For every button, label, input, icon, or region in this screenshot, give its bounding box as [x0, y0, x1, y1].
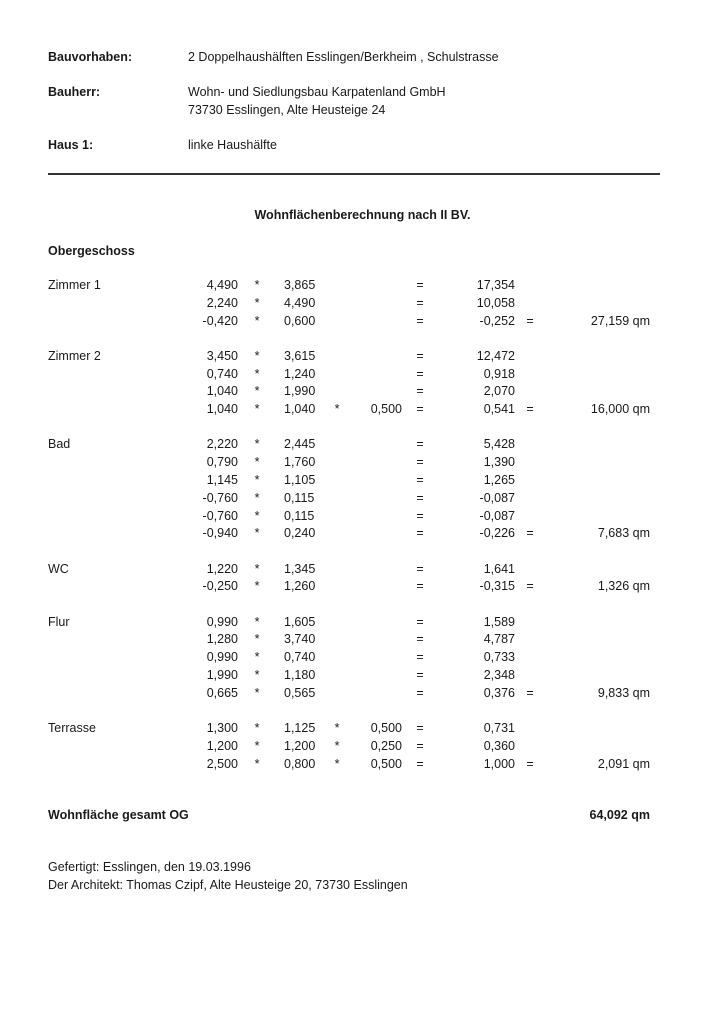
table-row [0, 296, 725, 314]
equals-sign: = [416, 685, 424, 700]
factor-c: 0,500 [370, 756, 402, 771]
row-result: -0,087 [479, 508, 515, 523]
row-result: 1,589 [483, 614, 515, 629]
row-result: -0,315 [479, 579, 515, 594]
summary-row [0, 808, 725, 826]
equals-sign: = [416, 348, 424, 363]
factor-a: 0,665 [206, 685, 238, 700]
section-heading: Obergeschoss [48, 244, 135, 258]
footer-date: Gefertigt: Esslingen, den 19.03.1996 [48, 860, 251, 874]
row-result: 2,348 [483, 668, 515, 682]
factor-a: 2,220 [206, 437, 238, 452]
equals-sign: = [416, 579, 424, 594]
multiply-sign: * [254, 614, 260, 629]
multiply-sign: * [254, 526, 260, 541]
multiply-sign: * [334, 721, 340, 735]
table-row [0, 615, 725, 633]
bauherr-label: Bauherr: [48, 85, 101, 99]
room-total: 1,326 qm [597, 579, 650, 594]
factor-a: 1,040 [206, 384, 238, 399]
factor-b: 0,115 [284, 490, 315, 505]
multiply-sign: * [254, 384, 260, 399]
header-divider [48, 173, 660, 175]
room-total: 16,000 qm [590, 402, 650, 417]
factor-b: 0,740 [284, 650, 316, 665]
factor-b: 4,490 [284, 295, 316, 310]
equals-sign: = [416, 526, 424, 541]
factor-b: 1,760 [284, 455, 316, 470]
bauvorhaben-label: Bauvorhaben: [48, 50, 133, 64]
multiply-sign: * [254, 348, 260, 363]
room-name: Bad [48, 437, 71, 452]
equals-sign: = [526, 685, 534, 700]
row-result: 0,541 [483, 402, 515, 417]
multiply-sign: * [254, 756, 260, 771]
row-result: 10,058 [476, 295, 515, 310]
table-row [0, 686, 725, 704]
equals-sign: = [526, 756, 534, 771]
haus-label: Haus 1: [48, 138, 94, 152]
factor-a: 1,990 [206, 668, 238, 682]
row-result: 0,360 [483, 738, 515, 753]
factor-b: 3,615 [284, 348, 316, 363]
row-result: 1,265 [483, 473, 515, 487]
factor-a: 0,990 [206, 650, 238, 665]
row-result: -0,252 [479, 313, 515, 328]
factor-b: 1,605 [284, 614, 316, 629]
multiply-sign: * [254, 490, 260, 505]
equals-sign: = [416, 437, 424, 452]
footer-architect: Der Architekt: Thomas Czipf, Alte Heusteige 20, 73730 Esslingen [48, 878, 408, 892]
table-row [0, 437, 725, 455]
multiply-sign: * [254, 579, 260, 594]
room-name: Terrasse [48, 721, 96, 735]
factor-c: 0,250 [370, 738, 402, 753]
summary-value: 64,092 qm [589, 808, 650, 822]
table-row [0, 526, 725, 544]
room-name: Zimmer 1 [48, 278, 101, 292]
multiply-sign: * [254, 402, 260, 417]
table-row [0, 349, 725, 367]
table-row [0, 473, 725, 491]
factor-a: 0,740 [206, 366, 238, 381]
factor-a: 1,220 [206, 561, 238, 576]
factor-a: 4,490 [206, 278, 238, 292]
multiply-sign: * [254, 668, 260, 682]
multiply-sign: * [334, 756, 340, 771]
factor-a: 2,500 [206, 756, 238, 771]
table-row [0, 757, 725, 775]
factor-a: 1,280 [206, 632, 238, 647]
multiply-sign: * [254, 685, 260, 700]
row-result: 0,376 [483, 685, 515, 700]
factor-b: 0,565 [284, 685, 316, 700]
equals-sign: = [526, 526, 534, 541]
row-result: -0,226 [479, 526, 515, 541]
equals-sign: = [416, 508, 424, 523]
room-total: 7,683 qm [597, 526, 650, 541]
factor-b: 0,240 [284, 526, 316, 541]
multiply-sign: * [254, 561, 260, 576]
equals-sign: = [416, 455, 424, 470]
room-total: 2,091 qm [597, 756, 650, 771]
multiply-sign: * [254, 721, 260, 735]
factor-a: 3,450 [206, 348, 238, 363]
equals-sign: = [416, 561, 424, 576]
row-result: 5,428 [483, 437, 515, 452]
factor-a: 0,990 [206, 614, 238, 629]
factor-b: 1,105 [284, 473, 316, 487]
equals-sign: = [416, 614, 424, 629]
room-name: WC [48, 561, 69, 576]
bauherr-line2: 73730 Esslingen, Alte Heusteige 24 [188, 103, 386, 117]
table-row [0, 562, 725, 580]
table-row [0, 314, 725, 332]
factor-c: 0,500 [370, 402, 402, 417]
row-result: 1,641 [483, 561, 515, 576]
multiply-sign: * [254, 473, 260, 487]
equals-sign: = [416, 295, 424, 310]
summary-label: Wohnfläche gesamt OG [48, 808, 189, 822]
equals-sign: = [416, 473, 424, 487]
table-row [0, 579, 725, 597]
factor-b: 1,180 [284, 668, 316, 682]
equals-sign: = [416, 490, 424, 505]
factor-b: 3,740 [284, 632, 316, 647]
multiply-sign: * [334, 738, 340, 753]
room-total: 27,159 qm [590, 313, 650, 328]
factor-a: 1,200 [206, 738, 238, 753]
factor-b: 0,600 [284, 313, 316, 328]
row-result: 0,733 [483, 650, 515, 665]
table-row [0, 367, 725, 385]
table-row [0, 721, 725, 739]
table-row [0, 632, 725, 650]
row-result: 4,787 [483, 632, 515, 647]
factor-a: -0,940 [202, 526, 238, 541]
multiply-sign: * [254, 455, 260, 470]
row-result: -0,087 [479, 490, 515, 505]
factor-b: 1,200 [284, 738, 316, 753]
equals-sign: = [416, 632, 424, 647]
factor-a: 1,300 [206, 721, 238, 735]
multiply-sign: * [254, 366, 260, 381]
factor-a: 1,145 [206, 473, 238, 487]
equals-sign: = [416, 756, 424, 771]
table-row [0, 650, 725, 668]
factor-a: -0,420 [202, 313, 238, 328]
row-result: 1,390 [483, 455, 515, 470]
factor-b: 1,990 [284, 384, 316, 399]
factor-b: 3,865 [284, 278, 316, 292]
table-row [0, 402, 725, 420]
factor-a: -0,760 [202, 490, 238, 505]
equals-sign: = [416, 738, 424, 753]
factor-a: 1,040 [206, 402, 238, 417]
row-result: 1,000 [483, 756, 515, 771]
equals-sign: = [416, 384, 424, 399]
factor-c: 0,500 [370, 721, 402, 735]
factor-a: 0,790 [206, 455, 238, 470]
table-row [0, 278, 725, 296]
factor-a: 2,240 [206, 295, 238, 310]
equals-sign: = [416, 650, 424, 665]
row-result: 2,070 [483, 384, 515, 399]
equals-sign: = [416, 721, 424, 735]
equals-sign: = [526, 579, 534, 594]
factor-a: -0,250 [202, 579, 238, 594]
document-title: Wohnflächenberechnung nach II BV. [254, 208, 471, 222]
equals-sign: = [526, 313, 534, 328]
table-row [0, 509, 725, 527]
row-result: 0,918 [483, 366, 515, 381]
multiply-sign: * [254, 295, 260, 310]
multiply-sign: * [254, 437, 260, 452]
multiply-sign: * [254, 650, 260, 665]
multiply-sign: * [254, 278, 260, 292]
table-row [0, 739, 725, 757]
row-result: 17,354 [476, 278, 515, 292]
factor-b: 1,125 [284, 721, 316, 735]
bauherr-line1: Wohn- und Siedlungsbau Karpatenland GmbH [188, 85, 446, 99]
factor-b: 0,800 [284, 756, 316, 771]
room-name: Zimmer 2 [48, 348, 101, 363]
table-row [0, 491, 725, 509]
table-row [0, 668, 725, 686]
factor-b: 1,040 [284, 402, 316, 417]
multiply-sign: * [254, 313, 260, 328]
factor-b: 0,115 [284, 508, 315, 523]
factor-b: 2,445 [284, 437, 316, 452]
equals-sign: = [416, 366, 424, 381]
multiply-sign: * [254, 508, 260, 523]
equals-sign: = [526, 402, 534, 417]
table-row [0, 455, 725, 473]
room-name: Flur [48, 614, 70, 629]
equals-sign: = [416, 313, 424, 328]
factor-b: 1,345 [284, 561, 316, 576]
haus-value: linke Haushälfte [188, 138, 277, 152]
row-result: 12,472 [476, 348, 515, 363]
multiply-sign: * [334, 402, 340, 417]
equals-sign: = [416, 402, 424, 417]
multiply-sign: * [254, 632, 260, 647]
factor-b: 1,240 [284, 366, 316, 381]
factor-a: -0,760 [202, 508, 238, 523]
factor-b: 1,260 [284, 579, 316, 594]
multiply-sign: * [254, 738, 260, 753]
room-total: 9,833 qm [597, 685, 650, 700]
row-result: 0,731 [483, 721, 515, 735]
equals-sign: = [416, 278, 424, 292]
bauvorhaben-value: 2 Doppelhaushälften Esslingen/Berkheim , Schulstrasse [188, 50, 499, 64]
table-row [0, 384, 725, 402]
equals-sign: = [416, 668, 424, 682]
